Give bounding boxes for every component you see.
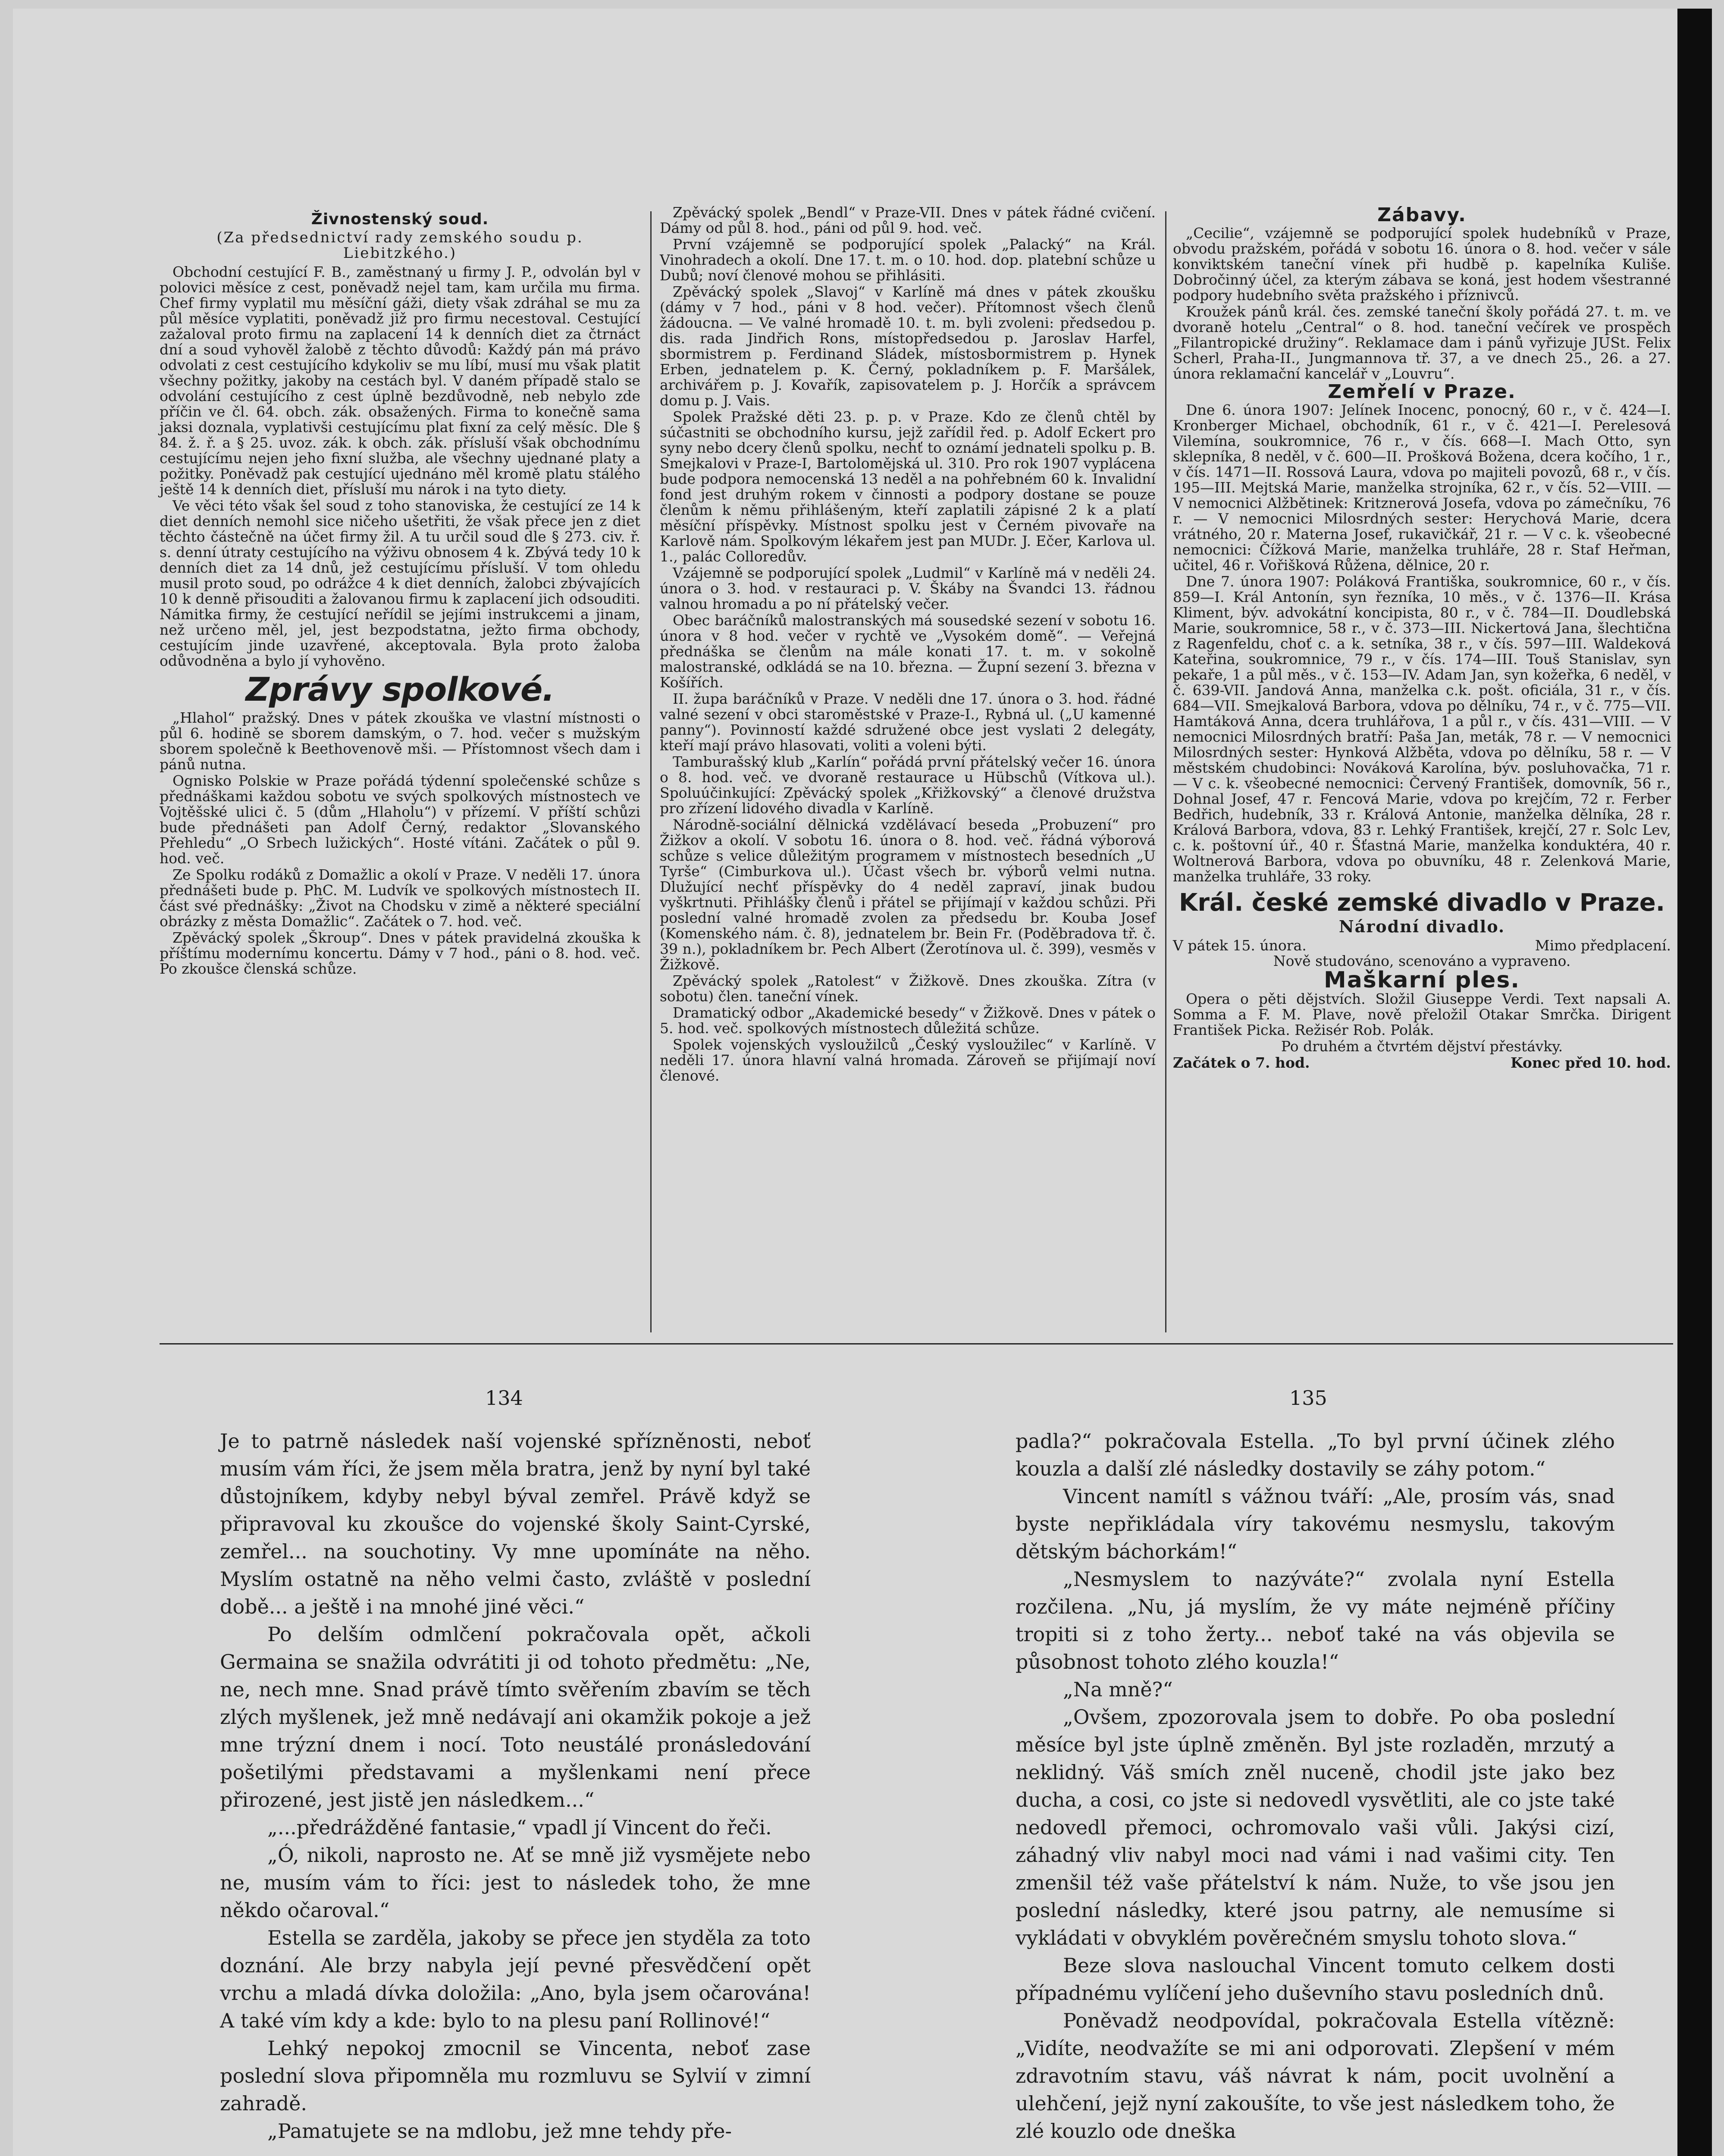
start-time: Začátek o 7. hod.	[1173, 1054, 1310, 1071]
entertainment-heading: Zábavy.	[1377, 204, 1467, 226]
theater-date: V pátek 15. února.	[1173, 937, 1307, 954]
opera-intermissions: Po druhém a čtvrtém dějství přestávky.	[1281, 1038, 1563, 1055]
club-item: Zpěvácký spolek „Ratolest“ v Žižkově. Dnes zkouška. Zítra (v sobotu) člen. taneční vínek.	[660, 972, 1156, 1005]
middle-news-column	[660, 205, 1156, 1084]
opera-description: Opera o pěti dějstvích. Složil Giuseppe Verdi. Text napsali A. Somma a F. M. Plave, nově přeložil Otakar Smrčka. Dirigent František Picka. Režisér Rob. Polák.	[1173, 990, 1671, 1038]
theater-date-row	[1173, 938, 1671, 953]
theater-subtitle: Národní divadlo.	[1338, 917, 1505, 936]
club-news-heading: Zprávy spolkové.	[245, 670, 555, 708]
page-number-left: 134	[485, 1386, 523, 1410]
novel-paragraph: Estella se zarděla, jakoby se přece jen styděla za toto doznání. Ale brzy nabyla její pevné přesvědčení opět vrchu a mladá dívka doložila: „Ano, byla jsem očarována! A také vím kdy a kde: bylo to na plesu paní Rollinové!“	[220, 1926, 811, 2032]
novel-right-column	[1016, 1427, 1615, 2145]
novel-paragraph: „Nesmyslem to nazýváte?“ zvolala nyní Estella rozčilena. „Nu, já myslím, že vy máte nejméně příčiny tropiti si z toho žerty... neboť také na vás objevila se působnost tohoto zlého kouzla!“	[1016, 1567, 1615, 1673]
column-divider	[650, 211, 652, 1332]
novel-left-column	[220, 1427, 811, 2145]
theater-title: Král. české zemské divadlo v Praze.	[1179, 889, 1665, 917]
club-item: Spolek vojenských vysloužilců „Český vysloužilec“ v Karlíně. V neděli 17. února hlavní valná hromada. Zároveň se přijímají noví členové.	[660, 1036, 1156, 1084]
club-item: Národně-sociální dělnická vzdělávací beseda „Probuzení“ pro Žižkov a okolí. V sobotu 16. února o 8. hod. več. řádná výborová schůze s velice důležitým programem v místnostech besedních „U Tyrše“ (Cimburkova ul.). Účast všech br. výborů velmi nutna. Dlužující nechť příspěvky do 4 neděl zapraví, jinak budou vyškrtnuti. Přihlášky členů i přátel se přijímají v každou schůzi. Při poslední valné hromadě zvolen za předsedu br. Kouba Josef (Komenského nám. č. 8), jednatelem br. Bein Fr. (Poděbradova tř. č. 39 n.), pokladníkem br. Pech Albert (Žerotínova ul. č. 399), vesměs v Žižkově.	[660, 816, 1156, 973]
column-divider	[1165, 211, 1166, 1332]
club-item: Zpěvácký spolek „Slavoj“ v Karlíně má dnes v pátek zkoušku (dámy v 7 hod., páni v 8 hod. večer). Přítomnost všech členů žádoucna. — Ve valné hromadě 10. t. m. byli zvoleni: předsedou p. dis. rada Jindřich Rons, místopředsedou p. Jaroslav Harfel, sbormistrem p. Ferdinand Sládek, místosbormistrem p. Hynek Erben, jednatelem p. K. Černý, pokladníkem p. F. Maršálek, archivářem p. J. Kovařík, zapisovatelem p. J. Horčík a správcem domu p. J. Vais.	[660, 283, 1156, 409]
club-item: Tamburašský klub „Karlín“ pořádá první přátelský večer 16. února o 8. hod. več. ve dvoraně restaurace u Hübschů (Vítkova ul.). Spoluúčinkující: Zpěvácký spolek „Křižkovský“ a členové družstva pro zřízení lidového divadla v Karlíně.	[660, 753, 1156, 817]
novel-paragraph: Beze slova naslouchal Vincent tomuto celkem dosti případnému vylíčení jeho duševního stavu posledních dnů.	[1016, 1954, 1615, 2005]
court-article-part1: Obchodní cestující F. B., zaměstnaný u firmy J. P., odvolán byl v polovici měsíce z cest, poněvadž nejel tam, kam určila mu firma. Chef firmy vyplatil mu měsíční gáži, diety však zdráhal se mu za půl měsíce vyplatiti, poněvadž již pro firmu necestoval. Cestující zažaloval proto firmu na zaplacení 14 k denních diet za čtrnáct dní a soud vyhověl žalobě z těchto důvodů: Každý pán má právo odvolati z cest cestujícího kdykoliv se mu líbí, musí mu však platit všechny požitky, jakoby na cestách byl. V daném případě stalo se odvolání cestujícího z cest úplně bezdůvodně, neb nebylo zde příčin ve čl. 64. obch. zák. obsažených. Firma to konečně sama jaksi doznala, vyplativši cestujícímu plat fixní za celý měsíc. Dle § 84. ž. ř. a § 25. uvoz. zák. k obch. zák. přísluší však obchodnímu cestujícímu nejen jeho fixní služba, ale všechny ujednané platy a požitky. Poněvadž pak cestující ujednáno měl kromě platu stálého ještě 14 k denních diet, přísluší mu nárok i na tyto diety.	[160, 263, 640, 498]
club-item: První vzájemně se podporující spolek „Palacký“ na Král. Vinohradech a okolí. Dne 17. t. m. o 10. hod. dop. platební schůze u Dubů; noví členové mohou se přihlásiti.	[660, 236, 1156, 284]
novel-paragraph: „...předrážděné fantasie,“ vpadl jí Vincent do řeči.	[267, 1816, 772, 1839]
theater-times-row	[1173, 1055, 1671, 1071]
theater-status: Mimo předplacení.	[1535, 937, 1671, 954]
scanned-page	[13, 9, 1712, 2156]
club-item: Ognisko Polskie w Praze pořádá týdenní společenské schůze s přednáškami každou sobotu ve svých spolkových místnostech ve Vojtěšské ulici č. 5 (dům „Hlaholu“) v přízemí. V příští schůzi bude přednášeti pan Adolf Černý, redaktor „Slovanského Přehledu“ „O Srbech lužických“. Hosté vítáni. Začátek o půl 9. hod. več.	[160, 772, 640, 867]
club-item: Obec baráčníků malostranských má sousedské sezení v sobotu 16. února v 8 hod. večer v rychtě ve „Vysokém domě“. — Veřejná přednáška se členům na mále konati 17. t. m. v sokolně malostranské, odkládá se na 10. března. — Župní sezení 3. března v Košířích.	[660, 612, 1156, 691]
novel-paragraph: „Ovšem, zpozorovala jsem to dobře. Po oba poslední měsíce byl jste úplně změněn. Byl jste rozladěn, mrzutý a neklidný. Váš smích zněl nuceně, chodil jste jako bez ducha, a cosi, co jste si nedovedl vysvětliti, ale co jste také nedovedl přemoci, ochromovalo vaši vůli. Jakýsi cizí, záhadný vliv nabyl moci nad vámi i nad vašimi city. Ten zmenšil též vaše přátelství k nám. Nuže, to vše jsou jen poslední následky, které jsou patrny, ale nemusíme si vykládati v obvyklém pověrečném smyslu tohoto slova.“	[1016, 1705, 1615, 1949]
club-item: Ze Spolku rodáků z Domažlic a okolí v Praze. V neděli 17. února přednášeti bude p. PhC. M. Ludvík ve spolkových místnostech II. část své přednášky: „Život na Chodsku v zimě a některé speciální obrázky z města Domažlic“. Začátek o 7. hod. več.	[160, 866, 640, 930]
court-article-part2: Ve věci této však šel soud z toho stanoviska, že cestující ze 14 k diet denních nemohl sice ničeho ušetřiti, že však přece jen z diet těchto částečně na účet firmy žil. A tu určil soud dle § 273. civ. ř. s. denní útraty cestujícího na výživu obnosem 4 k. Zbývá tedy 10 k denních diet za 14 dnů, jež cestujícímu přísluší. V tom ohledu musil proto soud, po odrážce 4 k diet denních, žalobci zbývajících 10 k denně přisouditi a žalovanou firmu k zaplacení jich odsouditi. Námitka firmy, že cestující neřídil se jejími instrukcemi a jinam, než určeno měl, jel, jest bezpodstatna, ježto firma obchody, cestujícím jinde uzavřené, akceptovala. Byla proto žaloba odůvodněna a bylo jí vyhověno.	[160, 497, 640, 669]
club-item: Zpěvácký spolek „Bendl“ v Praze-VII. Dnes v pátek řádné cvičení. Dámy od půl 8. hod., páni od půl 9. hod. več.	[660, 204, 1156, 236]
right-news-column	[1173, 205, 1671, 1071]
entertainment-item: Kroužek pánů král. čes. zemské taneční školy pořádá 27. t. m. ve dvoraně hotelu „Central“ o 8. hod. taneční večírek ve prospěch „Filantropické družiny“. Reklamace dam i pánů vyřizuje JUSt. Felix Scherl, Praha-II., Jungmannova tř. 37, a ve dnech 25., 26. a 27. února reklamační kancelář v „Louvru“.	[1173, 303, 1671, 382]
novel-paragraph: padla?“ pokračovala Estella. „To byl první účinek zlého kouzla a další zlé následky dostavily se záhy potom.“	[1016, 1429, 1615, 1480]
deaths-heading: Zemřelí v Praze.	[1328, 381, 1516, 403]
section-divider	[160, 1343, 1673, 1344]
left-news-column	[160, 209, 640, 978]
theater-note: Nově studováno, scenováno a vypraveno.	[1273, 953, 1571, 969]
club-item: Spolek Pražské děti 23. p. p. v Praze. Kdo ze členů chtěl by súčastniti se obchodního kursu, jejž zařídil řed. p. Adolf Eckert pro syny nebo dcery členů spolku, nechť to oznámí jednateli spolku p. B. Smejkalovi v Praze-I, Bartolomějská ul. 310. Pro rok 1907 vyplácena bude podpora nemocenská 13 neděl a na pohřebném 60 k. Invalidní fond jest druhým rokem v činnosti a podpory dostane se pouze členům k němu přihlášeným, kteří zaplatili zápisné 2 k a platí měsíční příspěvky. Místnost spolku jest v Černém pivovaře na Karlově nám. Spolkovým lékařem jest pan MUDr. J. Ečer, Karlova ul. 1., palác Colloredův.	[660, 408, 1156, 565]
trade-court-subheading: (Za předsednictví rady zemského soudu p. Liebitzkého.)	[216, 229, 583, 262]
novel-paragraph: Po delším odmlčení pokračovala opět, ačkoli Germaina se snažila odvrátiti ji od tohoto předmětu: „Ne, ne, nech mne. Snad právě tímto svěřením zbavím se těch zlých myšlenek, jež mně nedávají ani okamžik pokoje a jež mne trýzní dnem i nocí. Toto neustálé pronásledování pošetilými představami a myšlenkami není přece přirozené, jest jistě jen následkem...“	[220, 1623, 811, 1811]
entertainment-item: „Cecilie“, vzájemně se podporující spolek hudebníků v Praze, obvodu pražském, pořádá v sobotu 16. února o 8. hod. večer v sále konviktském taneční vínek při hudbě p. kapelníka Kuliše. Dobročinný účel, za kterým zábava se koná, jest hodem všestranné podpory hudebního světa pražského i příznivců.	[1173, 225, 1671, 304]
novel-paragraph: „Ó, nikoli, naprosto ne. Ať se mně již vysmějete nebo ne, musím vám to říci: jest to následek toho, že mne někdo očaroval.“	[220, 1843, 811, 1922]
trade-court-heading: Živnostenský soud.	[311, 210, 489, 228]
deaths-list: Dne 7. února 1907: Poláková Františka, soukromnice, 60 r., v čís. 859—I. Král Antonín, syn řezníka, 10 měs., v č. 1376—II. Krása Kliment, býv. advokátní koncipista, 80 r., v č. 784—II. Doudlebská Marie, soukromnice, 58 r., v č. 373—III. Nickertová Jana, šlechtična z Ragenfeldu, choť c. a k. setníka, 38 r., v čís. 597—III. Waldeková Kateřina, soukromnice, 79 r., v čís. 174—III. Touš Stanislav, syn pekaře, 1 a půl měs., v č. 153—IV. Adam Jan, syn kožeřka, 6 neděl, v č. 639-VII. Jandová Anna, manželka c.k. pošt. oficiála, 31 r., v čís. 684—VII. Smejkalová Barbora, vdova po dělníku, 74 r., v č. 775—VII. Hamtáková Anna, dcera truhlářova, 1 a půl r., v čís. 431—VIII. — V nemocnici Milosrdných bratří: Paša Jan, meták, 78 r. — V nemocnici Milosrdných sester: Hynková Alžběta, vdova po dělníku, 58 r. — V městském chudobinci: Nováková Karolína, býv. posluhovačka, 71 r. — V c. k. všeobecné nemocnici: Červený František, domovník, 56 r., Dohnal Josef, 47 r. Fencová Marie, vdova po krejčím, 72 r. Ferber Bedřich, hudebník, 33 r. Králová Antonie, manželka dělníka, 28 r. Králová Barbora, vdova, 83 r. Lehký František, krejčí, 27 r. Solc Lev, c. k. poštovní úř., 40 r. Šťastná Marie, manželka konduktéra, 40 r. Woltnerová Barbora, vdova po obuvníku, 48 r. Zelenková Marie, manželka truhláře, 33 roky.	[1173, 573, 1671, 885]
club-item: II. župa baráčníků v Praze. V neděli dne 17. února o 3. hod. řádné valné sezení v obci staroměstské v Praze-I., Rybná ul. („U kamenné panny“). Povinností každé sdružené obce jest vyslati 2 delegáty, kteří mají právo hlasovati, voliti a voleni býti.	[660, 690, 1156, 754]
deaths-list: Dne 6. února 1907: Jelínek Inocenc, ponocný, 60 r., v č. 424—I. Kronberger Michael, obchodník, 61 r., v č. 421—I. Perelesová Vilemína, soukromnice, 76 r., v čís. 668—I. Mach Otto, syn sklepníka, 8 neděl, v č. 600—II. Prošková Božena, dcera kočího, 1 r., v čís. 1471—II. Rossová Laura, vdova po majiteli povozů, 68 r., v čís. 195—III. Mejtská Marie, manželka strojníka, 62 r., v čís. 52—VIII. — V nemocnici Alžbětinek: Kritznerová Josefa, vdova po zámečníku, 76 r. — V nemocnici Milosrdných sester: Herychová Marie, dcera vrátného, 20 r. Materna Josef, rukavičkář, 21 r. — V c. k. všeobecné nemocnici: Čížková Marie, manželka truhláře, 28 r. Staf Heřman, učitel, 46 r. Vořišková Růžena, dělnice, 20 r.	[1173, 401, 1671, 573]
event-title: Maškarní ples.	[1323, 967, 1520, 993]
page-number-right: 135	[1289, 1386, 1327, 1410]
novel-paragraph: Poněvadž neodpovídal, pokračovala Estella vítězně: „Vidíte, neodvažíte se mi ani odporovati. Zlepšení v mém zdravotním stavu, váš návrat k nám, pocit uvolnění a ulehčení, jejž nyní zakoušíte, to vše jest následkem toho, že zlé kouzlo ode dneška	[1016, 2009, 1615, 2143]
novel-paragraph: Je to patrně následek naší vojenské spřízněnosti, neboť musím vám říci, že jsem měla bratra, jenž by nyní byl také důstojníkem, kdyby nebyl býval zemřel. Právě když se připravoval ku zkoušce do vojenské školy Saint-Cyrské, zemřel... na souchotiny. Vy mne upomínáte na něho. Myslím ostatně na něho velmi často, zvláště v poslední době... a ještě i na mnohé jiné věci.“	[220, 1429, 811, 1618]
novel-paragraph: „Na mně?“	[1063, 1678, 1173, 1701]
club-item: Dramatický odbor „Akademické besedy“ v Žižkově. Dnes v pátek o 5. hod. več. spolkových místnostech důležitá schůze.	[660, 1004, 1156, 1037]
club-item: „Hlahol“ pražský. Dnes v pátek zkouška ve vlastní místnosti o půl 6. hodině se sborem damským, o 7. hod. večer s mužským sborem společně k Beethovenově mši. — Přístomnost všech dam i pánů nutna.	[160, 709, 640, 773]
novel-paragraph: Vincent namítl s vážnou tváří: „Ale, prosím vás, snad byste nepřikládala víry takovému nesmyslu, takovým dětským báchorkám!“	[1016, 1485, 1615, 1563]
scan-border	[1677, 9, 1712, 2156]
end-time: Konec před 10. hod.	[1510, 1054, 1671, 1071]
club-item: Zpěvácký spolek „Škroup“. Dnes v pátek pravidelná zkouška k příštímu modernímu koncertu. Dámy v 7 hod., páni o 8. hod. več. Po zkoušce členská schůze.	[160, 929, 640, 977]
club-item: Vzájemně se podporující spolek „Ludmil“ v Karlíně má v neděli 24. února o 3. hod. v restauraci p. V. Škáby na Švandci 13. řádnou valnou hromadu a po ní přátelský večer.	[660, 564, 1156, 612]
novel-paragraph: „Pamatujete se na mdlobu, jež mne tehdy pře-	[267, 2119, 732, 2143]
novel-paragraph: Lehký nepokoj zmocnil se Vincenta, neboť zase poslední slova připomněla mu rozmluvu se Sylvií v zimní zahradě.	[220, 2037, 811, 2115]
